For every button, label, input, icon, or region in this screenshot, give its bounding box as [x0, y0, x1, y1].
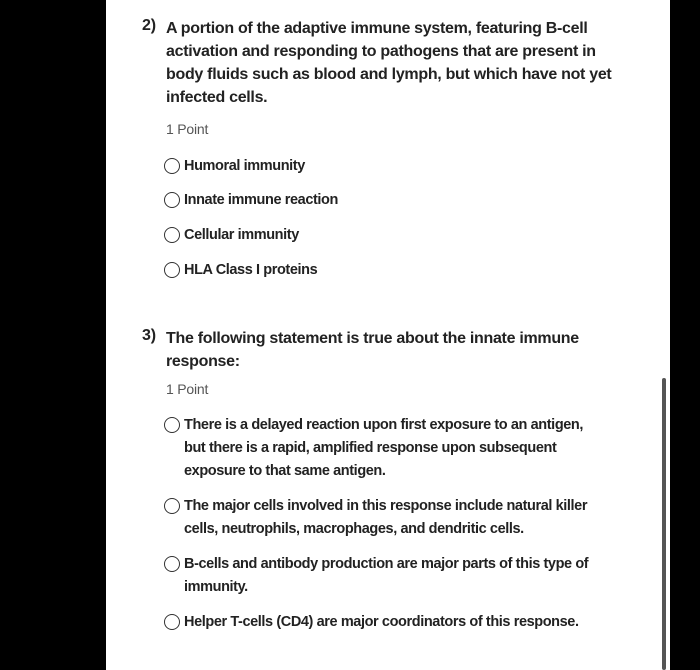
question-number: 3): [142, 327, 156, 344]
radio-button[interactable]: [164, 556, 180, 572]
option-label: Innate immune reaction: [184, 192, 338, 208]
option-label: The major cells involved in this response include natural killer cells, neutrophils, macrophages, and dendritic cells.: [184, 498, 588, 537]
radio-button[interactable]: [164, 262, 180, 278]
radio-button[interactable]: [164, 158, 180, 174]
question-text: The following statement is true about the innate immune response:: [166, 330, 579, 370]
radio-button[interactable]: [164, 227, 180, 243]
radio-button[interactable]: [164, 498, 180, 514]
radio-button[interactable]: [164, 192, 180, 208]
option-label: Helper T-cells (CD4) are major coordinators of this response.: [184, 614, 579, 630]
option-label: B-cells and antibody production are major parts of this type of immunity.: [184, 556, 589, 595]
question-number: 2): [142, 17, 156, 34]
scrollbar-thumb[interactable]: [662, 378, 666, 670]
option-label: HLA Class I proteins: [184, 262, 318, 278]
radio-button[interactable]: [164, 417, 180, 433]
option-label: Cellular immunity: [184, 227, 299, 243]
option-label: There is a delayed reaction upon first exposure to an antigen, but there is a rapid, amplified response upon subsequent exposure to that same antigen.: [184, 417, 584, 479]
question-points: 1 Point: [166, 121, 209, 137]
question-points: 1 Point: [166, 381, 209, 397]
quiz-panel: [106, 0, 670, 670]
question-text: A portion of the adaptive immune system, featuring B-cell activation and responding to pathogens that are present in body fluids such as blood and lymph, but which have not yet infected cells.: [166, 20, 612, 106]
option-label: Humoral immunity: [184, 158, 305, 174]
radio-button[interactable]: [164, 614, 180, 630]
